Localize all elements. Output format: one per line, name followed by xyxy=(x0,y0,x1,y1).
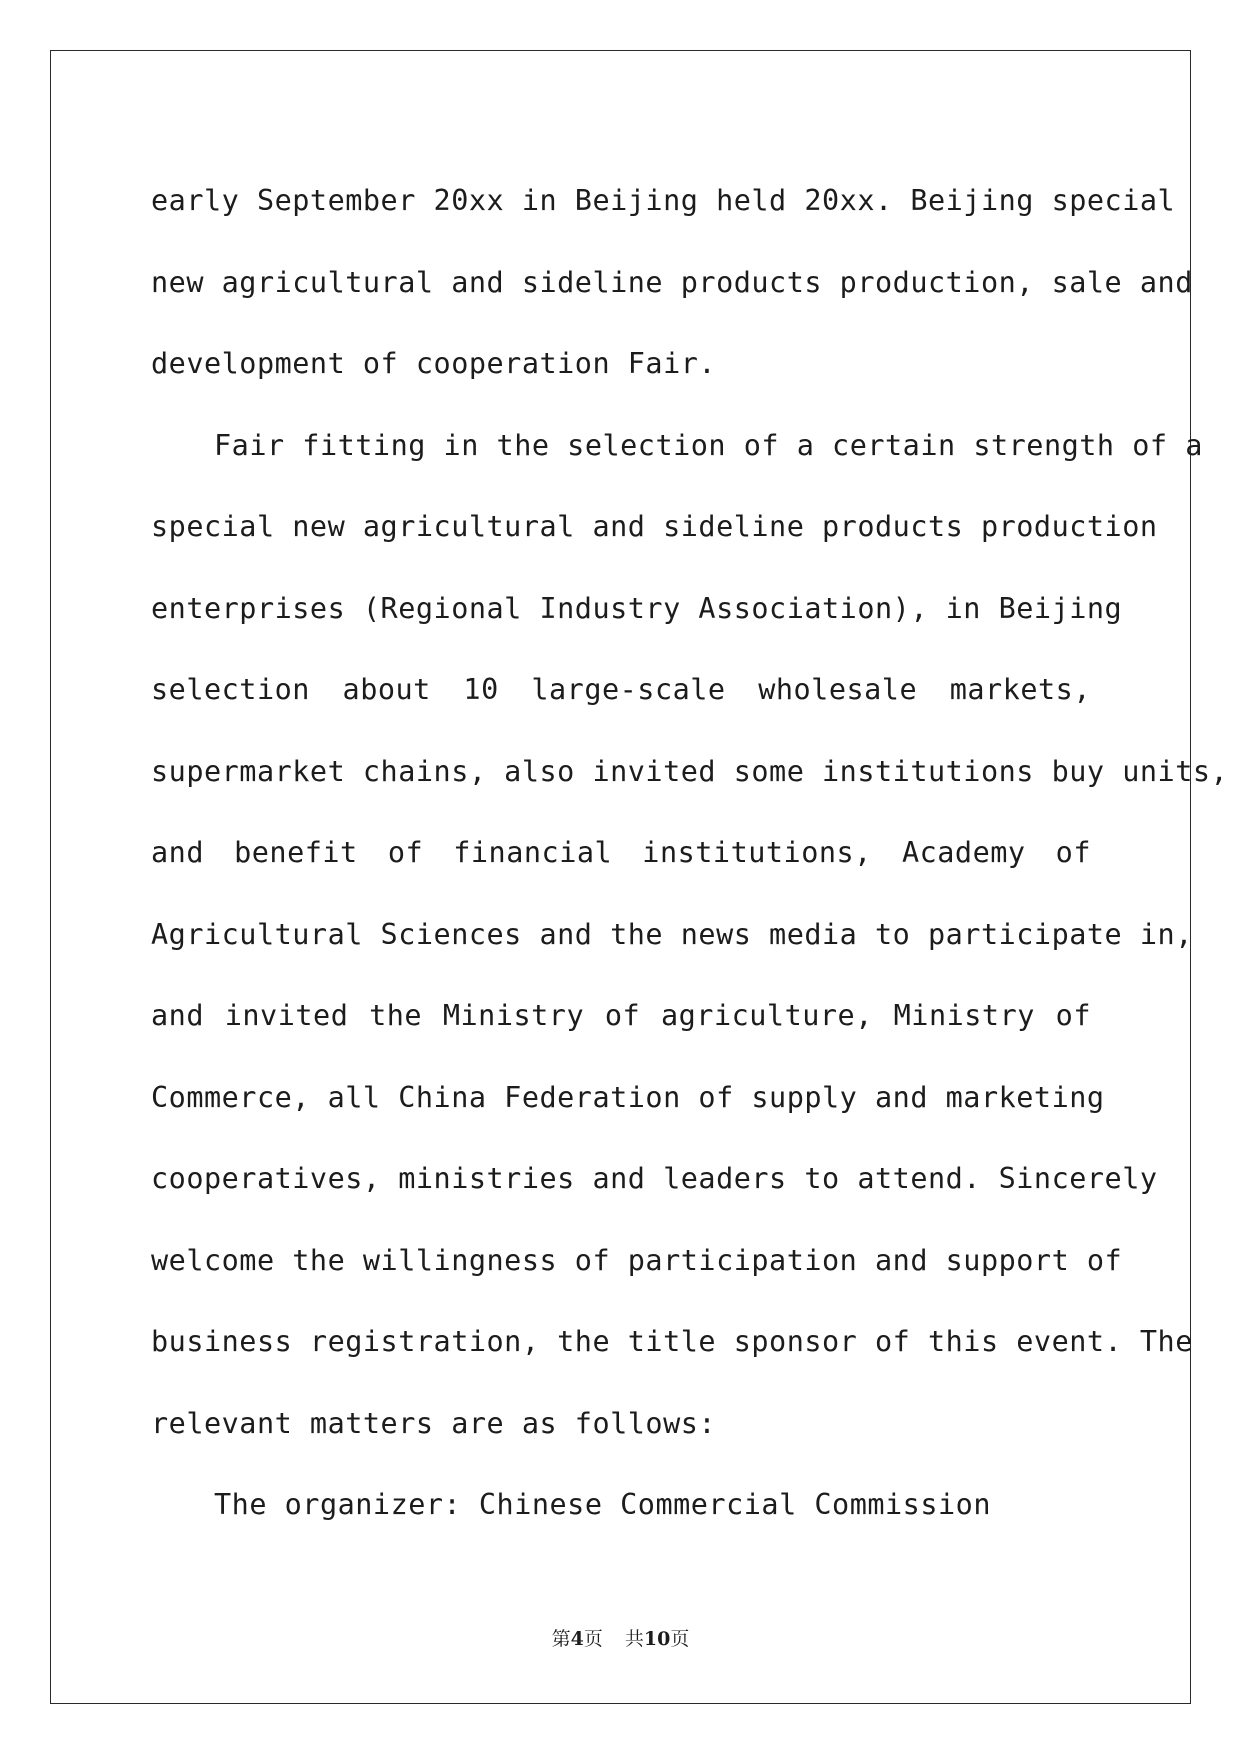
text-line: Agricultural Sciences and the news media to participate in, xyxy=(151,917,1193,951)
document-body xyxy=(151,160,1229,1546)
text-line: selection about 10 large-scale wholesale markets, xyxy=(151,673,1091,706)
text-line: supermarket chains, also invited some institutions buy units, xyxy=(151,754,1229,788)
text-line: early September 20xx in Beijing held 20xx. Beijing special xyxy=(151,184,1176,217)
text-line: enterprises (Regional Industry Association), in Beijing xyxy=(151,591,1123,625)
page-suffix: 页 xyxy=(583,1628,603,1650)
text-line: cooperatives, ministries and leaders to attend. Sincerely xyxy=(151,1162,1158,1195)
text-line: development of cooperation Fair. xyxy=(151,347,717,380)
text-line: business registration, the title sponsor of this event. The xyxy=(151,1325,1193,1358)
total-pages: 10 xyxy=(643,1628,671,1650)
text-line: special new agricultural and sideline products production xyxy=(151,510,1158,543)
total-suffix: 页 xyxy=(670,1628,690,1650)
text-line: Commerce, all China Federation of supply and marketing xyxy=(151,1080,1105,1114)
text-line: and benefit of financial institutions, Academy of xyxy=(151,836,1091,869)
page-number: 4 xyxy=(570,1628,584,1650)
page-footer xyxy=(0,1624,1241,1651)
text-line: The organizer: Chinese Commercial Commission xyxy=(214,1488,991,1521)
text-line: new agricultural and sideline products production, sale and xyxy=(151,265,1193,299)
text-line: relevant matters are as follows: xyxy=(151,1406,717,1440)
text-line: Fair fitting in the selection of a certain strength of a xyxy=(214,428,1203,462)
text-line: and invited the Ministry of agriculture, Ministry of xyxy=(151,999,1091,1032)
text-line: welcome the willingness of participation and support of xyxy=(151,1243,1123,1277)
page-prefix: 第 xyxy=(551,1628,571,1650)
total-prefix: 共 xyxy=(624,1628,644,1650)
